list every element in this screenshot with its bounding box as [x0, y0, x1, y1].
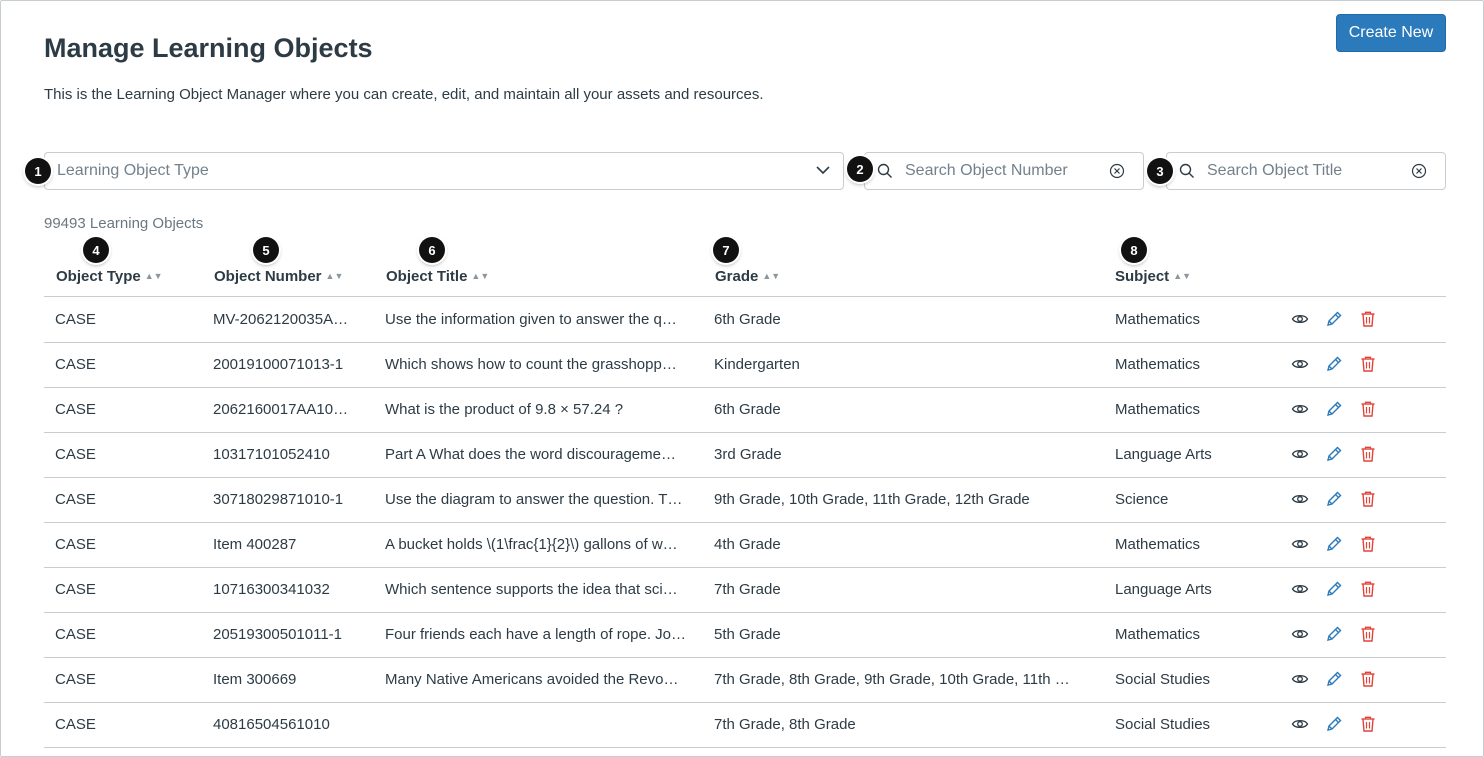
eye-icon[interactable] — [1291, 310, 1309, 328]
cell-subject: Mathematics — [1115, 311, 1201, 328]
table-row — [44, 522, 1446, 568]
column-header-label: Object Title — [386, 268, 468, 285]
cell-grade: 5th Grade — [714, 626, 781, 643]
cell-object-number: MV-2062120035A… — [213, 311, 349, 328]
eye-icon[interactable] — [1291, 535, 1309, 553]
chevron-down-icon — [816, 165, 830, 175]
clear-search-icon[interactable] — [1411, 163, 1427, 179]
cell-object-type: CASE — [55, 581, 96, 598]
trash-icon[interactable] — [1359, 445, 1377, 463]
cell-object-number: 20019100071013-1 — [213, 356, 344, 373]
callout-8: 8 — [1121, 237, 1147, 263]
results-count: 99493 Learning Objects — [44, 215, 204, 232]
cell-object-title: Which shows how to count the grasshopp… — [385, 356, 677, 373]
column-header-object-title[interactable] — [386, 268, 489, 285]
type-select-placeholder: Learning Object Type — [57, 162, 209, 179]
sort-icon: ▲▼ — [471, 271, 490, 281]
eye-icon[interactable] — [1291, 400, 1309, 418]
pencil-icon[interactable] — [1325, 310, 1343, 328]
column-header-label: Grade — [715, 268, 759, 285]
cell-grade: 4th Grade — [714, 536, 781, 553]
column-header-object-number[interactable] — [214, 268, 343, 285]
number-search-placeholder: Search Object Number — [905, 162, 1068, 179]
table-row — [44, 702, 1446, 748]
cell-grade: 6th Grade — [714, 401, 781, 418]
cell-object-title: What is the product of 9.8 × 57.24 ? — [385, 401, 624, 418]
pencil-icon[interactable] — [1325, 625, 1343, 643]
cell-object-type: CASE — [55, 311, 96, 328]
pencil-icon[interactable] — [1325, 580, 1343, 598]
eye-icon[interactable] — [1291, 670, 1309, 688]
callout-1: 1 — [25, 158, 51, 184]
column-header-subject[interactable] — [1115, 268, 1191, 285]
pencil-icon[interactable] — [1325, 400, 1343, 418]
cell-subject: Mathematics — [1115, 356, 1201, 373]
cell-object-title: Four friends each have a length of rope. Jo… — [385, 626, 687, 643]
table-row — [44, 342, 1446, 388]
cell-subject: Mathematics — [1115, 536, 1201, 553]
table-row — [44, 477, 1446, 523]
cell-object-number: Item 400287 — [213, 536, 297, 553]
column-header-label: Object Number — [214, 268, 322, 285]
cell-object-type: CASE — [55, 356, 96, 373]
table-row — [44, 387, 1446, 433]
cell-object-title: Use the information given to answer the q… — [385, 311, 677, 328]
cell-subject: Language Arts — [1115, 446, 1212, 463]
trash-icon[interactable] — [1359, 535, 1377, 553]
title-search-placeholder: Search Object Title — [1207, 162, 1343, 179]
sort-icon: ▲▼ — [1173, 271, 1192, 281]
cell-object-type: CASE — [55, 671, 96, 688]
cell-grade: 6th Grade — [714, 311, 781, 328]
cell-object-number: 30718029871010-1 — [213, 491, 344, 508]
search-icon — [1179, 163, 1195, 179]
trash-icon[interactable] — [1359, 580, 1377, 598]
pencil-icon[interactable] — [1325, 490, 1343, 508]
cell-grade: Kindergarten — [714, 356, 800, 373]
learning-object-type-select[interactable] — [44, 152, 844, 190]
cell-object-type: CASE — [55, 716, 96, 733]
create-new-button[interactable]: Create New — [1336, 14, 1446, 52]
search-object-number-input[interactable] — [864, 152, 1144, 190]
sort-icon: ▲▼ — [762, 271, 781, 281]
table-row — [44, 612, 1446, 658]
cell-object-title: A bucket holds \(1\frac{1}{2}\) gallons of w… — [385, 536, 678, 553]
cell-grade: 7th Grade — [714, 581, 781, 598]
trash-icon[interactable] — [1359, 625, 1377, 643]
column-header-object-type[interactable] — [56, 268, 163, 285]
pencil-icon[interactable] — [1325, 355, 1343, 373]
search-icon — [877, 163, 893, 179]
cell-subject: Science — [1115, 491, 1169, 508]
cell-object-type: CASE — [55, 446, 96, 463]
trash-icon[interactable] — [1359, 490, 1377, 508]
eye-icon[interactable] — [1291, 355, 1309, 373]
pencil-icon[interactable] — [1325, 715, 1343, 733]
table-row — [44, 432, 1446, 478]
sort-icon: ▲▼ — [325, 271, 344, 281]
cell-grade: 7th Grade, 8th Grade, 9th Grade, 10th Grade, 11th … — [714, 671, 1070, 688]
callout-7: 7 — [713, 237, 739, 263]
cell-subject: Social Studies — [1115, 716, 1211, 733]
eye-icon[interactable] — [1291, 580, 1309, 598]
cell-subject: Language Arts — [1115, 581, 1212, 598]
cell-object-number: 10317101052410 — [213, 446, 330, 463]
clear-search-icon[interactable] — [1109, 163, 1125, 179]
cell-object-type: CASE — [55, 491, 96, 508]
trash-icon[interactable] — [1359, 670, 1377, 688]
cell-object-type: CASE — [55, 401, 96, 418]
cell-object-number: 2062160017AA10… — [213, 401, 349, 418]
pencil-icon[interactable] — [1325, 445, 1343, 463]
page-title: Manage Learning Objects — [44, 33, 373, 63]
callout-6: 6 — [419, 237, 445, 263]
callout-4: 4 — [83, 237, 109, 263]
column-header-label: Subject — [1115, 268, 1170, 285]
trash-icon[interactable] — [1359, 400, 1377, 418]
table-row — [44, 567, 1446, 613]
table-row — [44, 657, 1446, 703]
trash-icon[interactable] — [1359, 310, 1377, 328]
page-description: This is the Learning Object Manager where you can create, edit, and maintain all your assets and resources. — [44, 86, 764, 103]
eye-icon[interactable] — [1291, 625, 1309, 643]
cell-object-number: Item 300669 — [213, 671, 297, 688]
cell-object-title: Use the diagram to answer the question. T… — [385, 491, 683, 508]
cell-object-number: 20519300501011-1 — [213, 626, 343, 643]
column-header-grade[interactable] — [715, 268, 780, 285]
cell-object-type: CASE — [55, 536, 96, 553]
eye-icon[interactable] — [1291, 445, 1309, 463]
eye-icon[interactable] — [1291, 715, 1309, 733]
trash-icon[interactable] — [1359, 355, 1377, 373]
cell-subject: Social Studies — [1115, 671, 1211, 688]
cell-object-title: Which sentence supports the idea that sci… — [385, 581, 678, 598]
cell-object-number: 10716300341032 — [213, 581, 330, 598]
cell-subject: Mathematics — [1115, 401, 1201, 418]
cell-subject: Mathematics — [1115, 626, 1201, 643]
pencil-icon[interactable] — [1325, 535, 1343, 553]
trash-icon[interactable] — [1359, 715, 1377, 733]
eye-icon[interactable] — [1291, 490, 1309, 508]
cell-object-title: Many Native Americans avoided the Revo… — [385, 671, 679, 688]
callout-2: 2 — [847, 156, 873, 182]
sort-icon: ▲▼ — [144, 271, 163, 281]
cell-object-number: 40816504561010 — [213, 716, 330, 733]
cell-grade: 9th Grade, 10th Grade, 11th Grade, 12th Grade — [714, 491, 1030, 508]
table-row — [44, 297, 1446, 343]
pencil-icon[interactable] — [1325, 670, 1343, 688]
callout-5: 5 — [253, 237, 279, 263]
cell-object-title: Part A What does the word discourageme… — [385, 446, 676, 463]
column-header-label: Object Type — [56, 268, 141, 285]
search-object-title-input[interactable] — [1166, 152, 1446, 190]
cell-grade: 7th Grade, 8th Grade — [714, 716, 856, 733]
cell-object-type: CASE — [55, 626, 96, 643]
callout-3: 3 — [1147, 158, 1173, 184]
cell-grade: 3rd Grade — [714, 446, 782, 463]
